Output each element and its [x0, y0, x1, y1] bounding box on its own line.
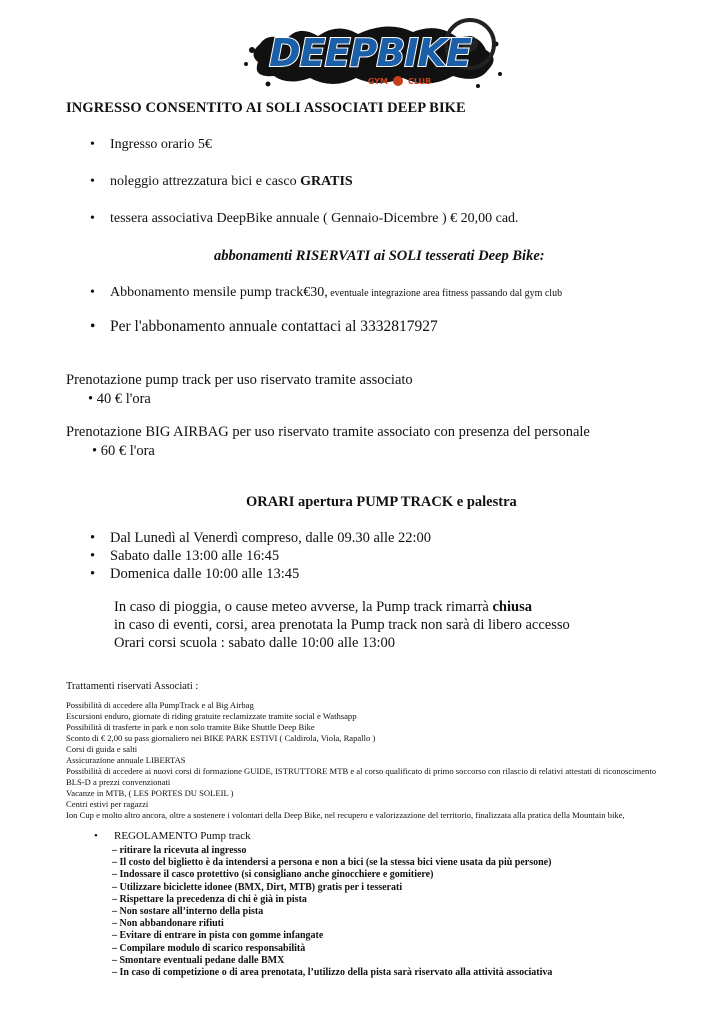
booking-pumptrack-price: • 40 € l'ora — [88, 391, 151, 407]
benefit-item: Centri estivi per ragazzi — [66, 799, 149, 809]
rain-note: In caso di pioggia, o cause meteo avverse, la Pump track rimarrà chiusa — [114, 599, 532, 615]
price-item-membership: • tessera associativa DeepBike annuale ( Gennaio-Dicembre ) € 20,00 cad. — [90, 211, 519, 226]
booking-airbag-title: Prenotazione BIG AIRBAG per uso riservato tramite associato con presenza del personale — [66, 424, 590, 440]
rule-item: – Compilare modulo di scarico responsabilità — [112, 942, 306, 954]
rule-item: – Smontare eventuali pedane dalle BMX — [112, 954, 285, 966]
benefit-item: BLS-D a prezzi convenzionati — [66, 777, 171, 787]
subscription-annual: • Per l'abbonamento annuale contattaci al 3332817927 — [90, 318, 438, 335]
rule-item: – Rispettare la precedenza di chi è già in pista — [112, 893, 307, 905]
benefit-item: Sconto di € 2,00 su pass giornaliero nei BIKE PARK ESTIVI ( Caldirola, Viola, Rapallo ) — [66, 733, 376, 743]
benefit-item: Ion Cup e molto altro ancora, oltre a sostenere i volontari della Deep Bike, nel recupero e valorizzazione del territorio, finalizzata alla pratica della Mountain bike, — [66, 810, 625, 820]
rules-list — [112, 845, 552, 979]
rule-item: – Non abbandonare rifiuti — [112, 918, 224, 930]
benefit-item: Escursioni enduro, giornate di riding gratuite reclamizzate tramite social e Wathsapp — [66, 711, 357, 721]
rule-item: – Il costo del biglietto è da intendersi a persona e non a bici (se la stessa bici viene usata da più persone) — [112, 857, 552, 869]
events-note: in caso di eventi, corsi, area prenotata la Pump track non sarà di libero accesso — [114, 617, 570, 633]
logo-sub-left: GYM — [367, 77, 388, 86]
rule-item: – Indossare il casco protettivo (si consigliano anche ginocchiere e gomitiere) — [112, 869, 434, 881]
benefit-item: Possibilità di trasferte in park e non solo tramite Bike Shuttle Deep Bike — [66, 722, 315, 732]
rule-item: – Utilizzare biciclette idonee (BMX, Dirt, MTB) gratis per i tesserati — [112, 881, 403, 893]
deepbike-logo — [238, 14, 508, 94]
school-hours-note: Orari corsi scuola : sabato dalle 10:00 alle 13:00 — [114, 635, 396, 651]
booking-airbag-price: • 60 € l'ora — [92, 443, 155, 459]
benefits-title: Trattamenti riservati Associati : — [66, 681, 199, 692]
rule-item: – Evitare di entrare in pista con gomme infangate — [112, 930, 324, 942]
price-item-rental: • noleggio attrezzatura bici e casco GRATIS — [90, 174, 353, 189]
benefit-item: Corsi di guida e salti — [66, 744, 138, 754]
benefit-item: Possibilità di accedere ai nuovi corsi di formazione GUIDE, ISTRUTTORE MTB e al corso qualificato di primo soccorso con rilascio di relativi attestati di riconoscimento — [66, 766, 657, 776]
hours-saturday: • Sabato dalle 13:00 alle 16:45 — [90, 548, 280, 564]
logo-sub-right: CLUB — [408, 77, 432, 86]
rule-item: – In caso di competizione o di area prenotata, l’utilizzo della pista sarà riservato alla attività associativa — [112, 967, 553, 979]
hours-sunday: • Domenica dalle 10:00 alle 13:45 — [90, 566, 300, 582]
benefit-item: Assicurazione annuale LIBERTAS — [66, 755, 186, 765]
hours-title: ORARI apertura PUMP TRACK e palestra — [246, 494, 517, 510]
benefits-list — [66, 700, 656, 821]
subscription-monthly: • Abbonamento mensile pump track€30, eventuale integrazione area fitness passando dal gym club — [90, 285, 563, 300]
logo-brand-text: DEEPBIKE — [269, 31, 471, 75]
benefit-item: Vacanze in MTB, ( LES PORTES DU SOLEIL ) — [66, 788, 234, 798]
access-heading: INGRESSO CONSENTITO AI SOLI ASSOCIATI DEEP BIKE — [66, 100, 466, 116]
benefit-item: Possibilità di accedere alla PumpTrack e al Big Airbag — [66, 700, 254, 710]
booking-pumptrack-title: Prenotazione pump track per uso riservato tramite associato — [66, 372, 413, 388]
price-item-hourly: • Ingresso orario 5€ — [90, 137, 212, 152]
rule-item: – ritirare la ricevuta al ingresso — [112, 845, 247, 856]
subscriptions-title: abbonamenti RISERVATI ai SOLI tesserati Deep Bike: — [214, 248, 545, 264]
rules-title-row: • REGOLAMENTO Pump track — [94, 830, 251, 842]
hours-weekdays: • Dal Lunedì al Venerdì compreso, dalle 09.30 alle 22:00 — [90, 530, 432, 546]
rule-item: – Non sostare all’interno della pista — [112, 906, 264, 918]
